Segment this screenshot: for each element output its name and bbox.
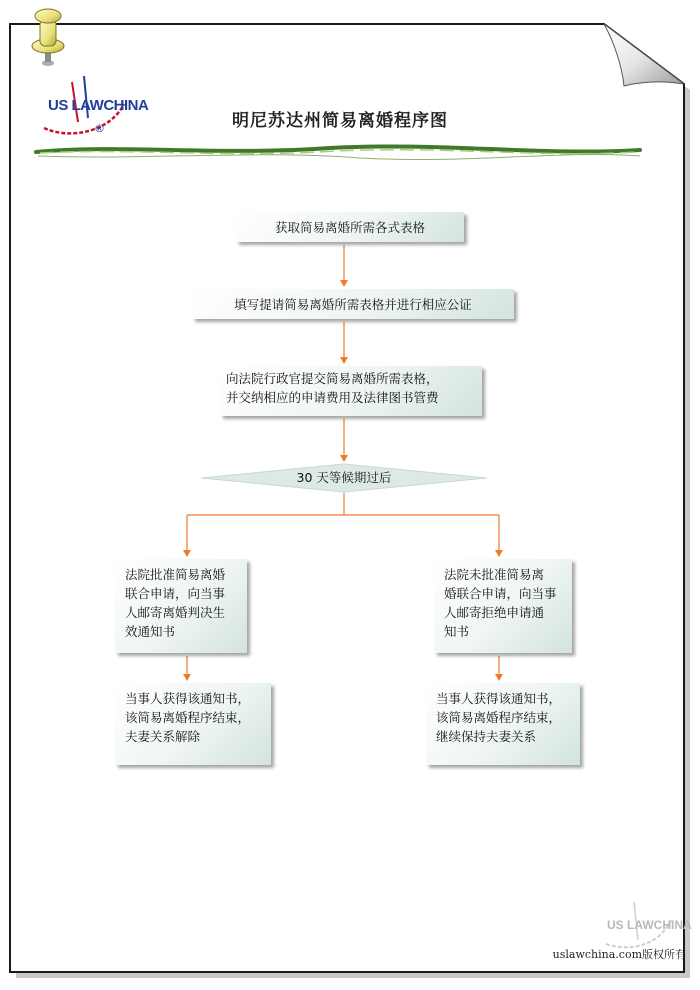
step-approved-result bbox=[115, 683, 271, 765]
step-get-forms-label: 获取简易离婚所需各式表格 bbox=[274, 219, 425, 235]
step-submit-forms-label: 向法院行政官提交简易离婚所需表格， 并交纳相应的申请费用及法律图书管费 bbox=[226, 371, 439, 405]
step-not-approved-label: 法院未批准简易离 婚联合申请，向当事 人邮寄拒绝申请通 知书 bbox=[444, 567, 557, 639]
step-approved-label: 法院批准简易离婚 联合申请，向当事 人邮寄离婚判决生 效通知书 bbox=[125, 567, 226, 639]
step-fill-forms bbox=[192, 289, 514, 319]
step-approved-result-label: 当事人获得该通知书， 该简易离婚程序结束， 夫妻关系解除 bbox=[125, 691, 251, 744]
step-submit-forms bbox=[220, 366, 482, 416]
decision-label: 30 天等候期过后 bbox=[296, 470, 392, 485]
step-fill-forms-label: 填写提请简易离婚所需表格并进行相应公证 bbox=[234, 296, 472, 312]
step-not-approved bbox=[434, 559, 572, 653]
page-title: 明尼苏达州简易离婚程序图 bbox=[232, 111, 448, 131]
paper-outline bbox=[10, 24, 684, 972]
logo-text: US LAWCHINA bbox=[48, 97, 149, 114]
step-approved bbox=[115, 559, 247, 653]
registered-mark: ® bbox=[94, 122, 105, 135]
copyright-footer: uslawchina.com版权所有 bbox=[552, 948, 686, 961]
step-not-approved-result bbox=[426, 683, 580, 765]
step-get-forms bbox=[236, 212, 464, 242]
step-not-approved-result-label: 当事人获得该通知书， 该简易离婚程序结束， 继续保持夫妻关系 bbox=[436, 691, 562, 744]
watermark-text: US LAWCHINA bbox=[607, 918, 692, 932]
